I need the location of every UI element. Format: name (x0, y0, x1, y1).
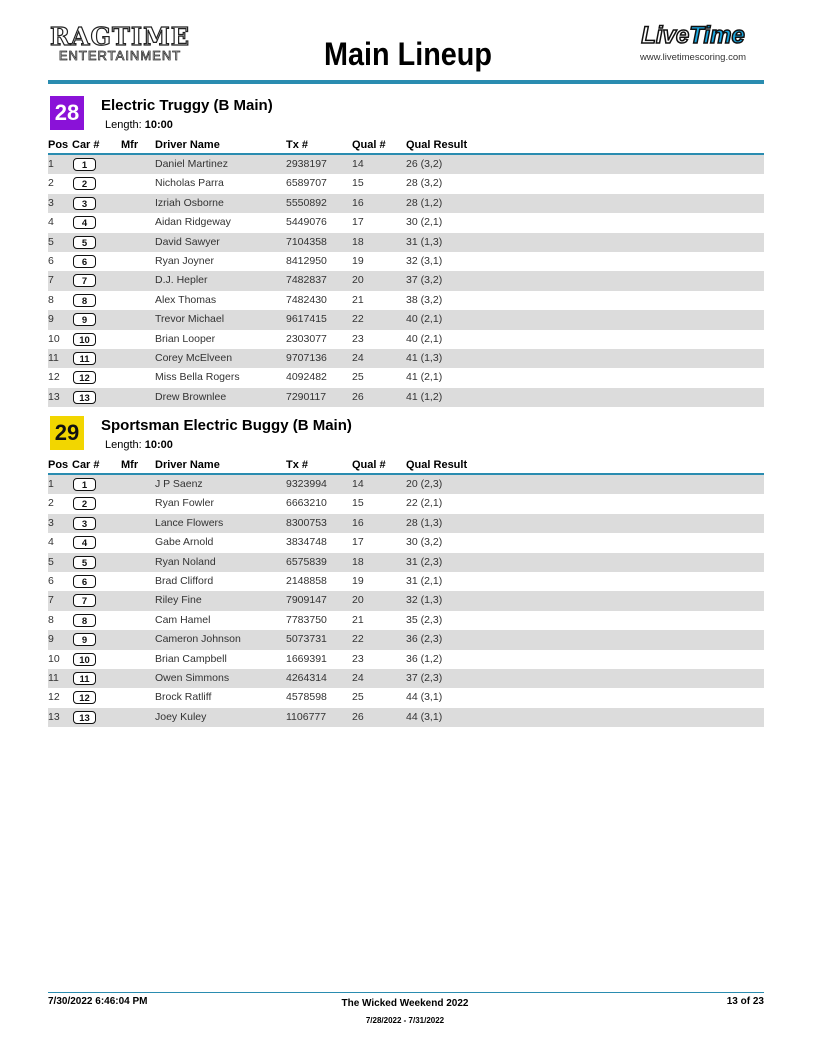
driver-name-cell: Joey Kuley (155, 710, 207, 723)
driver-name-cell: J P Saenz (155, 478, 203, 490)
pos-cell: 9 (48, 313, 54, 326)
transponder-cell: 4092482 (286, 371, 327, 384)
col-tx: Tx # (286, 139, 309, 151)
pos-cell: 4 (48, 216, 54, 229)
race-length-label: Length: (105, 119, 142, 131)
qual-position-cell: 15 (352, 177, 364, 190)
driver-name-cell: Trevor Michael (155, 313, 225, 326)
car-number-badge: 8 (73, 614, 96, 627)
transponder-cell: 7783750 (286, 613, 327, 626)
qual-position-cell: 25 (352, 371, 364, 384)
qual-position-cell: 19 (352, 574, 364, 587)
transponder-cell: 9707136 (286, 351, 327, 364)
qual-result-cell: 31 (2,1) (406, 574, 443, 587)
col-pos: Pos (48, 459, 69, 471)
transponder-cell: 7482430 (286, 293, 327, 306)
driver-name-cell: Aidan Ridgeway (155, 216, 231, 229)
livetime-wordmark (618, 22, 768, 50)
qual-position-cell: 22 (352, 633, 364, 646)
driver-name-cell: David Sawyer (155, 235, 220, 248)
col-car: Car # (72, 459, 100, 471)
transponder-cell: 4578598 (286, 691, 327, 704)
driver-name-cell: Corey McElveen (155, 351, 233, 364)
car-number-badge: 7 (73, 274, 96, 287)
transponder-cell: 3834748 (286, 536, 327, 549)
qual-position-cell: 19 (352, 254, 364, 267)
transponder-cell: 4264314 (286, 671, 327, 684)
pos-cell: 2 (48, 177, 54, 190)
qual-result-cell: 41 (1,2) (406, 390, 443, 403)
race-number-badge: 28 (50, 96, 84, 130)
qual-position-cell: 21 (352, 613, 364, 626)
qual-result-cell: 36 (2,3) (406, 633, 443, 646)
transponder-cell: 6589707 (286, 177, 327, 190)
page-title: Main Lineup (324, 36, 492, 72)
table-row (48, 533, 764, 552)
qual-position-cell: 20 (352, 274, 364, 287)
ragtime-logo (46, 22, 194, 67)
transponder-cell: 9617415 (286, 313, 327, 326)
table-row (48, 213, 764, 232)
driver-name-cell: Owen Simmons (155, 671, 230, 684)
car-number-badge: 5 (73, 556, 96, 569)
table-row (48, 368, 764, 387)
car-number-badge: 5 (73, 236, 96, 249)
driver-name-cell: Drew Brownlee (155, 390, 227, 403)
qual-result-cell: 37 (3,2) (406, 274, 443, 287)
driver-name-cell: Izriah Osborne (155, 196, 224, 209)
driver-name-cell: Cam Hamel (155, 613, 211, 626)
car-number-badge: 4 (73, 216, 96, 229)
qual-position-cell: 14 (352, 158, 364, 170)
qual-result-cell: 31 (1,3) (406, 235, 443, 248)
printed-timestamp: 7/30/2022 6:46:04 PM (48, 996, 148, 1007)
car-number-badge: 3 (73, 197, 96, 210)
qual-position-cell: 16 (352, 516, 364, 529)
qual-result-cell: 36 (1,2) (406, 652, 443, 665)
qual-position-cell: 23 (352, 332, 364, 345)
car-number-badge: 12 (73, 371, 96, 384)
car-number-badge: 10 (73, 333, 96, 346)
qual-result-cell: 28 (1,3) (406, 516, 443, 529)
table-row (48, 310, 764, 329)
race-length (105, 118, 173, 132)
table-row (48, 194, 764, 213)
qual-position-cell: 18 (352, 555, 364, 568)
column-headers (48, 458, 764, 472)
qual-position-cell: 23 (352, 652, 364, 665)
pos-cell: 7 (48, 594, 54, 607)
table-row (48, 669, 764, 688)
lineup-table (48, 475, 764, 727)
col-tx: Tx # (286, 459, 309, 471)
table-row (48, 388, 764, 407)
transponder-cell: 8412950 (286, 254, 327, 267)
car-number-badge: 4 (73, 536, 96, 549)
event-dates: 7/28/2022 - 7/31/2022 (365, 1016, 445, 1025)
qual-result-cell: 32 (3,1) (406, 254, 443, 267)
qual-position-cell: 25 (352, 691, 364, 704)
transponder-cell: 6663210 (286, 497, 327, 510)
column-headers (48, 138, 764, 152)
qual-position-cell: 22 (352, 313, 364, 326)
car-number-badge: 2 (73, 497, 96, 510)
pos-cell: 5 (48, 235, 54, 248)
livetime-logo (618, 22, 768, 64)
pos-cell: 1 (48, 478, 54, 490)
race-name: Sportsman Electric Buggy (B Main) (101, 417, 352, 434)
race-length (105, 438, 173, 452)
pos-cell: 9 (48, 633, 54, 646)
logo-main-text: RAGTIME (49, 22, 190, 51)
pos-cell: 8 (48, 293, 54, 306)
table-row (48, 553, 764, 572)
pos-cell: 6 (48, 574, 54, 587)
table-row (48, 611, 764, 630)
pos-cell: 11 (48, 351, 59, 364)
qual-result-cell: 38 (3,2) (406, 293, 443, 306)
car-number-badge: 6 (73, 575, 96, 588)
col-mfr: Mfr (121, 139, 139, 151)
qual-result-cell: 32 (1,3) (406, 594, 443, 607)
transponder-cell: 2148858 (286, 574, 327, 587)
race-name: Electric Truggy (B Main) (101, 97, 273, 114)
transponder-cell: 9323994 (286, 478, 327, 490)
driver-name-cell: Ryan Joyner (155, 254, 214, 267)
driver-name-cell: Brian Looper (155, 332, 216, 345)
col-qual: Qual # (352, 459, 386, 471)
driver-name-cell: Nicholas Parra (155, 177, 224, 190)
pos-cell: 12 (48, 691, 60, 704)
car-number-badge: 2 (73, 177, 96, 190)
car-number-badge: 3 (73, 517, 96, 530)
qual-result-cell: 40 (2,1) (406, 332, 443, 345)
qual-result-cell: 37 (2,3) (406, 671, 443, 684)
transponder-cell: 5449076 (286, 216, 327, 229)
footer-rule (48, 992, 764, 993)
race-length-value: 10:00 (144, 119, 173, 131)
pos-cell: 13 (48, 710, 60, 723)
table-row (48, 688, 764, 707)
qual-position-cell: 26 (352, 390, 364, 403)
table-row (48, 271, 764, 290)
transponder-cell: 1669391 (286, 652, 327, 665)
table-row (48, 591, 764, 610)
table-row (48, 330, 764, 349)
col-driver: Driver Name (155, 459, 220, 471)
car-number-badge: 13 (73, 391, 96, 404)
qual-result-cell: 41 (2,1) (406, 371, 443, 384)
pos-cell: 1 (48, 158, 54, 170)
table-row (48, 291, 764, 310)
driver-name-cell: Miss Bella Rogers (155, 371, 240, 384)
driver-name-cell: Cameron Johnson (155, 633, 241, 646)
table-row (48, 572, 764, 591)
col-pos: Pos (48, 139, 69, 151)
pos-cell: 2 (48, 497, 54, 510)
qual-result-cell: 40 (2,1) (406, 313, 443, 326)
pos-cell: 6 (48, 254, 54, 267)
qual-position-cell: 24 (352, 671, 364, 684)
pos-cell: 5 (48, 555, 54, 568)
col-result: Qual Result (406, 459, 468, 471)
pos-cell: 3 (48, 196, 54, 209)
table-row (48, 514, 764, 533)
car-number-badge: 9 (73, 633, 96, 646)
table-row (48, 475, 764, 494)
car-number-badge: 11 (73, 672, 96, 685)
qual-result-cell: 30 (3,2) (406, 536, 443, 549)
transponder-cell: 7909147 (286, 594, 327, 607)
qual-position-cell: 14 (352, 478, 364, 490)
qual-position-cell: 26 (352, 710, 364, 723)
table-row (48, 233, 764, 252)
pos-cell: 8 (48, 613, 54, 626)
pos-cell: 3 (48, 516, 54, 529)
car-number-badge: 10 (73, 653, 96, 666)
car-number-badge: 9 (73, 313, 96, 326)
qual-position-cell: 24 (352, 351, 364, 364)
col-mfr: Mfr (121, 459, 139, 471)
driver-name-cell: Gabe Arnold (155, 536, 214, 549)
driver-name-cell: Ryan Noland (155, 555, 216, 568)
qual-result-cell: 28 (1,2) (406, 196, 443, 209)
lineup-table (48, 155, 764, 407)
car-number-badge: 8 (73, 294, 96, 307)
car-number-badge: 1 (73, 158, 96, 171)
driver-name-cell: Brock Ratliff (155, 691, 212, 704)
col-result: Qual Result (406, 139, 468, 151)
qual-result-cell: 41 (1,3) (406, 351, 443, 364)
transponder-cell: 7104358 (286, 235, 327, 248)
qual-position-cell: 18 (352, 235, 364, 248)
page-number: 13 of 23 (726, 996, 764, 1007)
transponder-cell: 7482837 (286, 274, 327, 287)
car-number-badge: 11 (73, 352, 96, 365)
qual-result-cell: 20 (2,3) (406, 478, 443, 490)
qual-result-cell: 35 (2,3) (406, 613, 443, 626)
transponder-cell: 1106777 (286, 710, 327, 723)
car-number-badge: 6 (73, 255, 96, 268)
qual-result-cell: 28 (3,2) (406, 177, 443, 190)
driver-name-cell: Riley Fine (155, 594, 202, 607)
header-rule (48, 80, 764, 84)
table-row (48, 630, 764, 649)
transponder-cell: 8300753 (286, 516, 327, 529)
driver-name-cell: Brad Clifford (155, 574, 214, 587)
pos-cell: 10 (48, 652, 60, 665)
col-qual: Qual # (352, 139, 386, 151)
pos-cell: 11 (48, 671, 59, 684)
qual-position-cell: 17 (352, 216, 364, 229)
table-row (48, 174, 764, 193)
pos-cell: 13 (48, 390, 60, 403)
driver-name-cell: Lance Flowers (155, 516, 224, 529)
pos-cell: 10 (48, 332, 60, 345)
transponder-cell: 5550892 (286, 196, 327, 209)
table-row (48, 252, 764, 271)
col-car: Car # (72, 139, 100, 151)
event-name: The Wicked Weekend 2022 (341, 998, 469, 1009)
livetime-live: Live (641, 22, 690, 49)
table-row (48, 650, 764, 669)
race-length-value: 10:00 (144, 439, 173, 451)
transponder-cell: 5073731 (286, 633, 327, 646)
driver-name-cell: Alex Thomas (155, 293, 217, 306)
qual-result-cell: 44 (3,1) (406, 691, 443, 704)
transponder-cell: 7290117 (286, 390, 327, 403)
qual-position-cell: 17 (352, 536, 364, 549)
qual-position-cell: 21 (352, 293, 364, 306)
race-length-label: Length: (105, 439, 142, 451)
logo-sub-text: ENTERTAINMENT (58, 48, 182, 63)
driver-name-cell: Daniel Martinez (155, 158, 228, 170)
driver-name-cell: Brian Campbell (155, 652, 227, 665)
car-number-badge: 1 (73, 478, 96, 491)
livetime-url: www.livetimescoring.com (639, 52, 747, 63)
race-number-badge: 29 (50, 416, 84, 450)
qual-result-cell: 30 (2,1) (406, 216, 443, 229)
qual-position-cell: 20 (352, 594, 364, 607)
table-row (48, 494, 764, 513)
car-number-badge: 7 (73, 594, 96, 607)
table-row (48, 349, 764, 368)
col-driver: Driver Name (155, 139, 220, 151)
transponder-cell: 6575839 (286, 555, 327, 568)
pos-cell: 7 (48, 274, 54, 287)
qual-result-cell: 44 (3,1) (406, 710, 443, 723)
table-row (48, 708, 764, 727)
transponder-cell: 2938197 (286, 158, 327, 170)
car-number-badge: 13 (73, 711, 96, 724)
livetime-time: Time (689, 22, 745, 49)
pos-cell: 12 (48, 371, 60, 384)
qual-result-cell: 22 (2,1) (406, 497, 443, 510)
car-number-badge: 12 (73, 691, 96, 704)
table-row (48, 155, 764, 174)
pos-cell: 4 (48, 536, 54, 549)
driver-name-cell: D.J. Hepler (155, 274, 208, 287)
qual-position-cell: 15 (352, 497, 364, 510)
qual-position-cell: 16 (352, 196, 364, 209)
transponder-cell: 2303077 (286, 332, 327, 345)
driver-name-cell: Ryan Fowler (155, 497, 214, 510)
qual-result-cell: 26 (3,2) (406, 158, 443, 170)
qual-result-cell: 31 (2,3) (406, 555, 443, 568)
